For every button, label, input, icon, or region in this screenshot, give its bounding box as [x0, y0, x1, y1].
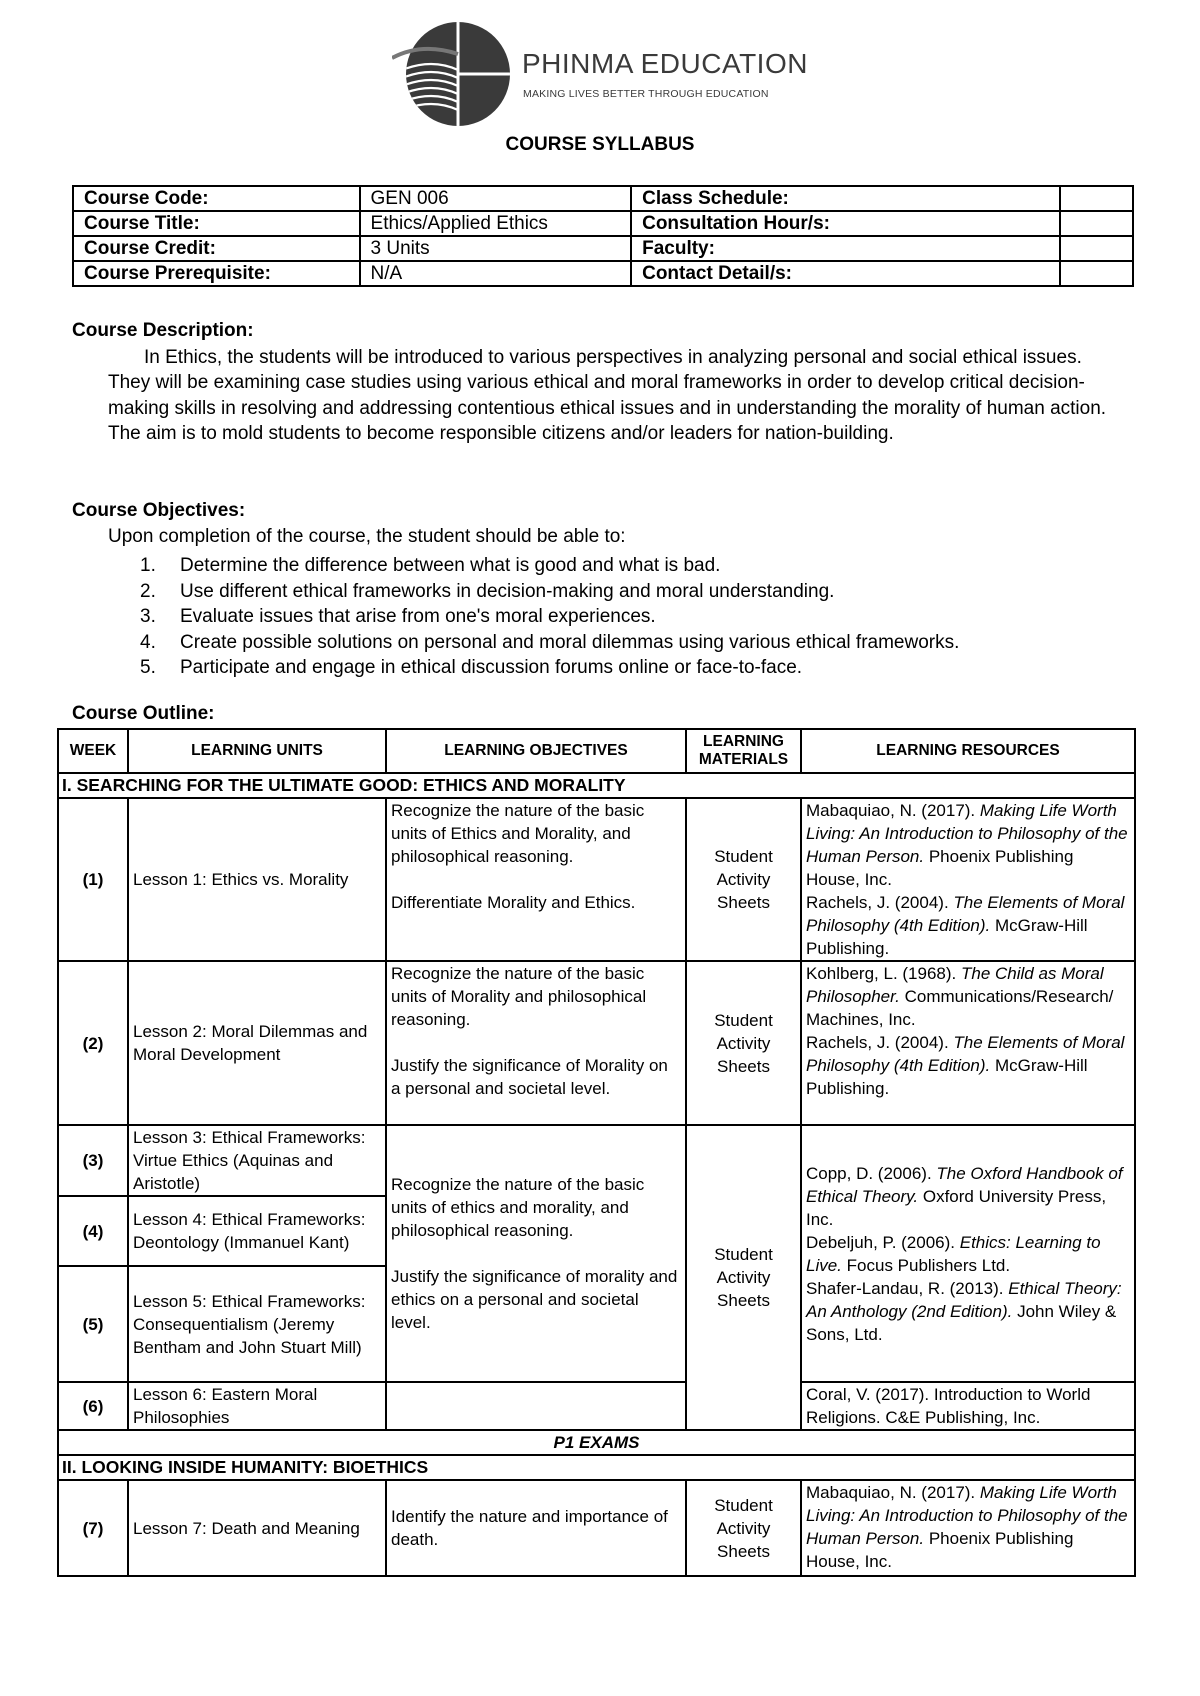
- materials-cell: Student Activity Sheets: [686, 961, 801, 1125]
- course-outline-table: [57, 728, 1136, 1577]
- materials-cell: Student Activity Sheets: [686, 1480, 801, 1576]
- resources-cell: Coral, V. (2017). Introduction to World Religions. C&E Publishing, Inc.: [801, 1382, 1135, 1430]
- objectives-heading: Course Objectives:: [72, 500, 246, 521]
- list-item: 3. Evaluate issues that arise from one's moral experiences.: [140, 606, 656, 627]
- course-title-value: Ethics/Applied Ethics: [360, 211, 632, 236]
- col-week: WEEK: [58, 729, 128, 773]
- class-schedule-label: Class Schedule:: [631, 186, 1060, 211]
- unit-cell: Lesson 4: Ethical Frameworks: Deontology (Immanuel Kant): [128, 1196, 386, 1266]
- course-credit-value: 3 Units: [360, 236, 632, 261]
- materials-cell: Student Activity Sheets: [686, 798, 801, 961]
- col-units: LEARNING UNITS: [128, 729, 386, 773]
- contact-label: Contact Detail/s:: [631, 261, 1060, 286]
- consultation-label: Consultation Hour/s:: [631, 211, 1060, 236]
- section-row: [58, 773, 1135, 798]
- exam-label: P1 EXAMS: [58, 1430, 1135, 1455]
- week-cell: (2): [58, 961, 128, 1125]
- table-row: [58, 798, 1135, 961]
- week-cell: (3): [58, 1125, 128, 1196]
- section-title: I. SEARCHING FOR THE ULTIMATE GOOD: ETHICS AND MORALITY: [58, 773, 1135, 798]
- section-title: II. LOOKING INSIDE HUMANITY: BIOETHICS: [58, 1455, 1135, 1480]
- prerequisite-label: Course Prerequisite:: [73, 261, 360, 286]
- outline-heading: Course Outline:: [72, 703, 215, 724]
- resources-cell: Mabaquiao, N. (2017). Making Life Worth Living: An Introduction to Philosophy of the Human Person. Phoenix Publishing House, Inc. Rachels, J. (2004). The Elements of Moral Philosophy (4th Edition). McGraw-Hill Publishing.: [801, 798, 1135, 961]
- unit-cell: Lesson 5: Ethical Frameworks: Consequentialism (Jeremy Bentham and John Stuart Mill): [128, 1266, 386, 1382]
- materials-cell: Student Activity Sheets: [686, 1125, 801, 1430]
- logo: [392, 18, 832, 130]
- unit-cell: Lesson 3: Ethical Frameworks: Virtue Ethics (Aquinas and Aristotle): [128, 1125, 386, 1196]
- contact-value: [1060, 261, 1133, 286]
- list-item: 4. Create possible solutions on personal and moral dilemmas using various ethical frameworks.: [140, 631, 960, 653]
- week-cell: (7): [58, 1480, 128, 1576]
- description-text: In Ethics, the students will be introduced to various perspectives in analyzing personal and social ethical issues. They will be examining case studies using various ethical and moral frameworks in order to develop critical decision-making skills in resolving and addressing contentious ethical issues and in understanding the morality of human action. The aim is to mold students to become responsible citizens and/or leaders for nation-building.: [108, 347, 1107, 444]
- col-resources: LEARNING RESOURCES: [801, 729, 1135, 773]
- phinma-logo-icon: [392, 18, 522, 130]
- unit-cell: Lesson 6: Eastern Moral Philosophies: [128, 1382, 386, 1430]
- table-row: [58, 961, 1135, 1125]
- resources-cell: Kohlberg, L. (1968). The Child as Moral Philosopher. Communications/Research/ Machines, Inc. Rachels, J. (2004). The Elements of Moral Philosophy (4th Edition). McGraw-Hill Publishing.: [801, 961, 1135, 1125]
- list-item: 2. Use different ethical frameworks in decision-making and moral understanding.: [140, 580, 835, 602]
- document-title: COURSE SYLLABUS: [505, 134, 695, 155]
- list-item: 5. Participate and engage in ethical discussion forums online or face-to-face.: [140, 657, 803, 678]
- unit-cell: Lesson 2: Moral Dilemmas and Moral Development: [128, 961, 386, 1125]
- objectives-cell: Recognize the nature of the basic units of Morality and philosophical reasoning. Justify the significance of Morality on a personal and societal level.: [386, 961, 686, 1125]
- week-cell: (4): [58, 1196, 128, 1266]
- col-objectives: LEARNING OBJECTIVES: [386, 729, 686, 773]
- consultation-value: [1060, 211, 1133, 236]
- course-credit-label: Course Credit:: [73, 236, 360, 261]
- col-materials: LEARNING MATERIALS: [686, 729, 801, 773]
- objectives-cell: Recognize the nature of the basic units of Ethics and Morality, and philosophical reasoning. Differentiate Morality and Ethics.: [386, 798, 686, 961]
- table-row: [73, 236, 1133, 261]
- table-row: [58, 1125, 1135, 1196]
- logo-title: PHINMA EDUCATION: [522, 48, 808, 79]
- course-code-label: Course Code:: [73, 186, 360, 211]
- resources-cell: Mabaquiao, N. (2017). Making Life Worth Living: An Introduction to Philosophy of the Human Person. Phoenix Publishing House, Inc.: [801, 1480, 1135, 1576]
- exam-row: [58, 1430, 1135, 1455]
- unit-cell: Lesson 7: Death and Meaning: [128, 1480, 386, 1576]
- table-row: [73, 261, 1133, 286]
- class-schedule-value: [1060, 186, 1133, 211]
- week-cell: (1): [58, 798, 128, 961]
- table-row: [73, 211, 1133, 236]
- week-cell: (6): [58, 1382, 128, 1430]
- unit-cell: Lesson 1: Ethics vs. Morality: [128, 798, 386, 961]
- faculty-value: [1060, 236, 1133, 261]
- table-row: [73, 186, 1133, 211]
- description-heading: Course Description:: [72, 320, 254, 341]
- objectives-cell: Identify the nature and importance of death.: [386, 1480, 686, 1576]
- course-info-table: [72, 185, 1134, 287]
- table-row: [58, 1480, 1135, 1576]
- resources-cell: Copp, D. (2006). The Oxford Handbook of Ethical Theory. Oxford University Press, Inc. Debeljuh, P. (2006). Ethics: Learning to Live. Focus Publishers Ltd. Shafer-Landau, R. (2013). Ethical Theory: An Anthology (2nd Edition). John Wiley & Sons, Ltd.: [801, 1125, 1135, 1382]
- objectives-list: [140, 553, 959, 681]
- table-row: [58, 1382, 1135, 1430]
- list-item: 1. Determine the difference between what is good and what is bad.: [140, 555, 721, 576]
- table-header-row: [58, 729, 1135, 773]
- course-title-label: Course Title:: [73, 211, 360, 236]
- objectives-cell: Recognize the nature of the basic units of ethics and morality, and philosophical reasoning. Justify the significance of morality and ethics on a personal and societal level.: [386, 1125, 686, 1382]
- objectives-cell: [386, 1382, 686, 1430]
- objectives-intro: Upon completion of the course, the student should be able to:: [108, 526, 626, 547]
- prerequisite-value: N/A: [360, 261, 632, 286]
- course-code-value: GEN 006: [360, 186, 632, 211]
- logo-tagline: MAKING LIVES BETTER THROUGH EDUCATION: [523, 88, 769, 100]
- section-row: [58, 1455, 1135, 1480]
- week-cell: (5): [58, 1266, 128, 1382]
- faculty-label: Faculty:: [631, 236, 1060, 261]
